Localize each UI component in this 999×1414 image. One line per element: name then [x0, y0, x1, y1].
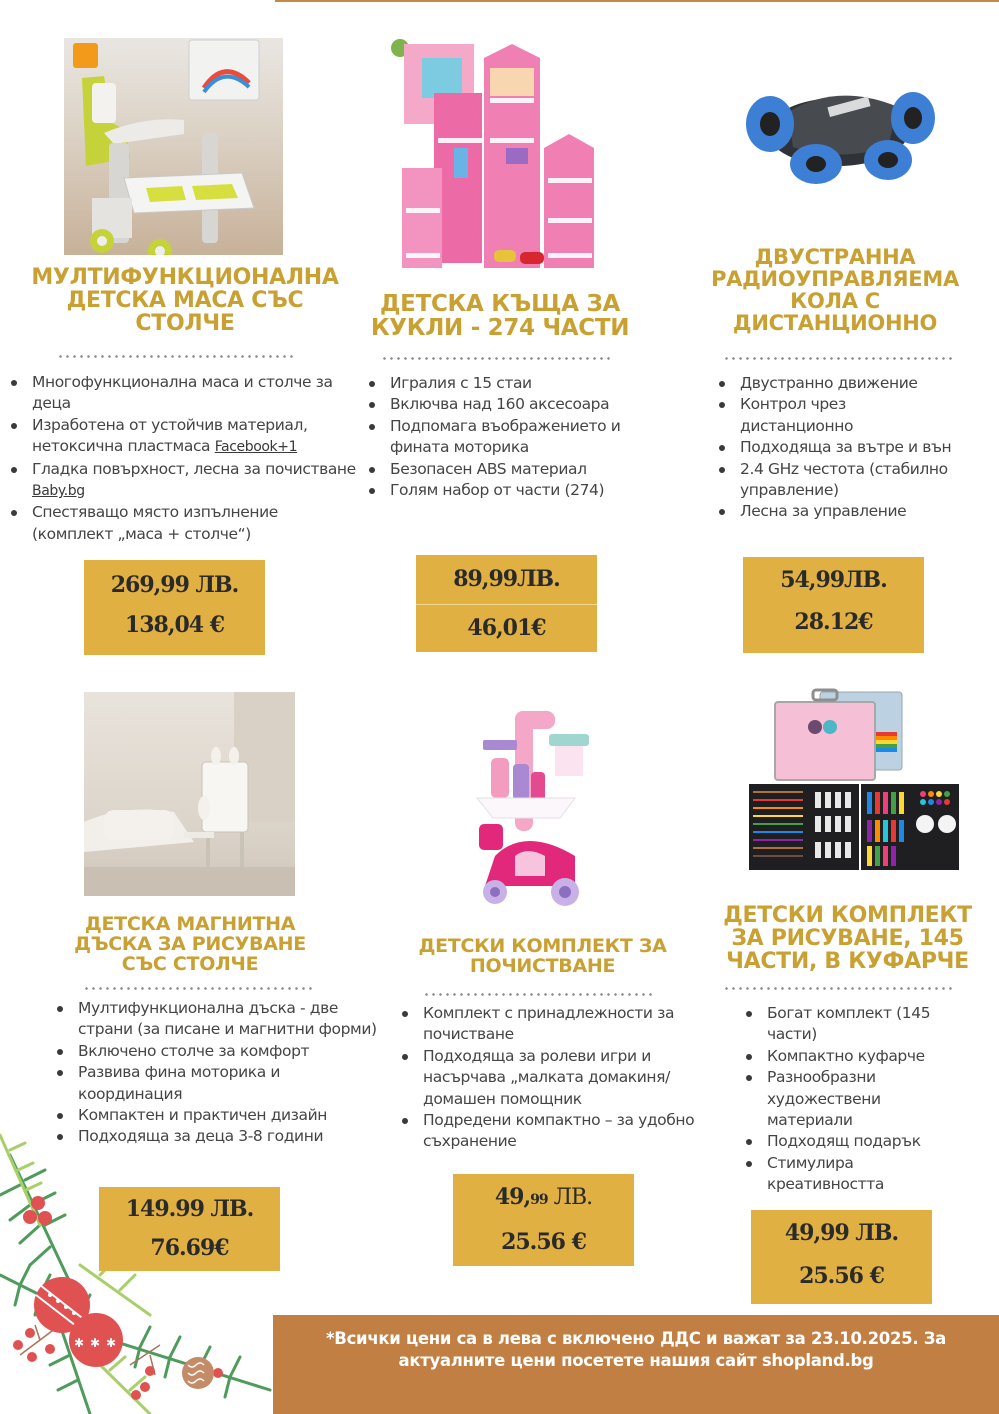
feature-item: 2.4 GHz честота (стабилно управление): [716, 459, 986, 502]
source-link-facebook[interactable]: Facebook+1: [214, 439, 298, 456]
price-eur: 28.12€: [794, 609, 873, 635]
dotted-divider: [381, 357, 613, 360]
price-eur: 76.69€: [150, 1235, 229, 1261]
feature-item: Включва над 160 аксесоара: [366, 394, 666, 415]
dotted-divider: [83, 987, 315, 990]
price-eur: 138,04 €: [124, 612, 225, 638]
feature-list: [716, 373, 986, 523]
feature-item: Подредени компактно – за удобно съхранение: [399, 1110, 719, 1153]
feature-list: [8, 372, 358, 545]
feature-item: Компактен и практичен дизайн: [54, 1105, 384, 1126]
price-disclaimer-banner: [273, 1315, 999, 1414]
price-box: [453, 1174, 634, 1266]
price-eur: 25.56 €: [799, 1263, 884, 1289]
feature-item: Подходяща за деца 3-8 години: [54, 1126, 384, 1147]
product-image-table-chair: [64, 38, 283, 255]
price-box: [99, 1187, 280, 1271]
dotted-divider: [723, 987, 955, 990]
product-title: МУЛТИФУНКЦИОНАЛНА ДЕТСКА МАСА СЪС СТОЛЧЕ: [31, 265, 339, 337]
feature-item: Многофункционална маса и столче за деца: [8, 372, 358, 415]
product-image-rc-car: [738, 62, 943, 190]
price-bgn: 49,99 ЛВ.: [784, 1220, 899, 1246]
feature-item: Стимулира креативността: [743, 1153, 978, 1196]
feature-list: [366, 373, 666, 501]
feature-item: Подпомага въображението и фината моторика: [366, 416, 666, 459]
svg-text:✱: ✱: [74, 1336, 85, 1350]
price-box: [751, 1210, 932, 1304]
top-divider: [275, 0, 999, 2]
price-bgn: 149.99 ЛВ.: [125, 1196, 254, 1222]
source-link-baby-bg[interactable]: Baby.bg: [32, 483, 85, 500]
price-bgn: 89,99ЛВ.: [416, 555, 597, 605]
feature-item: Мултифункционална дъска - две страни (за писане и магнитни форми): [54, 998, 384, 1041]
dotted-divider: [723, 357, 955, 360]
product-title: ДЕТСКА КЪЩА ЗА КУКЛИ - 274 ЧАСТИ: [370, 291, 630, 342]
feature-item: Подходящ подарък: [743, 1131, 978, 1152]
product-image-magnetic-board: [84, 692, 295, 896]
feature-item: Лесна за управление: [716, 501, 986, 522]
feature-item: Включено столче за комфорт: [54, 1041, 384, 1062]
feature-list: [399, 1003, 719, 1153]
feature-item: Контрол чрез дистанционно: [716, 394, 986, 437]
dotted-divider: [57, 355, 293, 358]
product-title: ДЕТСКИ КОМПЛЕКТ ЗА РИСУВАНЕ, 145 ЧАСТИ, В КУФАРЧЕ: [723, 903, 972, 975]
price-eur: 46,01€: [467, 615, 546, 641]
feature-item: Гладка повърхност, лесна за почистване Baby.bg: [8, 459, 358, 503]
product-title: ДВУСТРАННА РАДИОУПРАВЛЯЕМА КОЛА С ДИСТАНЦИОННО: [711, 245, 959, 336]
feature-item: Подходяща за вътре и вън: [716, 437, 986, 458]
feature-item: Изработена от устойчив материал, нетоксична пластмаса Facebook+1: [8, 415, 358, 459]
product-image-cleaning-set: [455, 706, 600, 911]
product-image-art-set: [735, 682, 960, 872]
feature-item: Компактно куфарче: [743, 1046, 978, 1067]
feature-item: Разнообразни художествени материали: [743, 1067, 978, 1131]
price-box: [416, 555, 597, 652]
dotted-divider: [423, 993, 655, 996]
price-bgn: 269,99 ЛВ.: [110, 572, 239, 598]
feature-item: Комплект с принадлежности за почистване: [399, 1003, 719, 1046]
price-box: [84, 560, 265, 655]
price-box: [743, 557, 924, 653]
feature-item: Голям набор от части (274): [366, 480, 666, 501]
product-image-dollhouse: [384, 38, 619, 273]
price-eur: 25.56 €: [501, 1229, 586, 1255]
disclaimer-line-1: *Всички цени са в лева с включено ДДС и важат за 23.10.2025. За: [325, 1329, 947, 1348]
feature-item: Безопасен ABS материал: [366, 459, 666, 480]
feature-item: Двустранно движение: [716, 373, 986, 394]
feature-item: Богат комплект (145 части): [743, 1003, 978, 1046]
feature-item: Спестяващо място изпълнение (комплект „маса + столче“): [8, 502, 358, 545]
price-bgn: 49,99 ЛВ.: [494, 1184, 593, 1210]
feature-item: Игралия с 15 стаи: [366, 373, 666, 394]
feature-list: [743, 1003, 978, 1196]
disclaimer-line-2: актуалните цени посетете нашия сайт shopland.bg: [398, 1351, 874, 1370]
feature-item: Развива фина моторика и координация: [54, 1062, 384, 1105]
svg-text:✱: ✱: [90, 1336, 101, 1350]
product-title: ДЕТСКИ КОМПЛЕКТ ЗА ПОЧИСТВАНЕ: [418, 935, 667, 977]
svg-text:✱: ✱: [106, 1336, 117, 1350]
feature-item: Подходяща за ролеви игри и насърчава „малката домакиня/ домашен помощник: [399, 1046, 719, 1110]
price-bgn: 54,99ЛВ.: [780, 567, 887, 593]
product-title: ДЕТСКА МАГНИТНА ДЪСКА ЗА РИСУВАНЕ СЪС СТОЛЧЕ: [74, 913, 306, 975]
